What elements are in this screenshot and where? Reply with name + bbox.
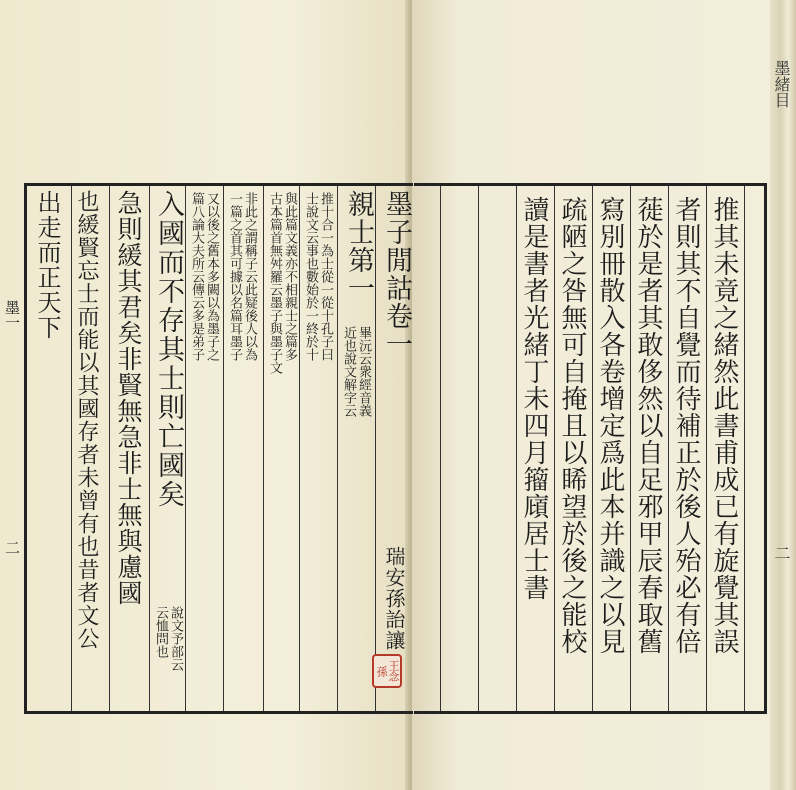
chapter-heading: 親士第一 bbox=[343, 190, 374, 302]
column-rule bbox=[706, 186, 707, 711]
annotation-column bbox=[267, 192, 296, 374]
column-rule bbox=[149, 186, 150, 711]
note-line: 近也說文解字云 bbox=[341, 326, 356, 417]
column-rule bbox=[185, 186, 186, 711]
chapter-note bbox=[341, 326, 370, 417]
note-line: 篇八論大夫所云傳云多是弟子 bbox=[189, 192, 204, 361]
volume-title: 墨子閒詁卷一 bbox=[381, 190, 412, 358]
text-column: 急則緩其君矣非賢無急非士無與慮國 bbox=[114, 190, 143, 606]
page-edges bbox=[770, 0, 796, 790]
text-column: 讀是書者光緒丁未四月籀廎居士書 bbox=[519, 196, 549, 601]
text-column: 者則其不自覺而待補正於後人殆必有倍 bbox=[671, 196, 701, 655]
column-rule bbox=[109, 186, 110, 711]
note-line: 與此篇文義亦不相親士之篇多 bbox=[282, 192, 297, 361]
note-line: 非此之謂稱子云此疑後人以為 bbox=[242, 192, 257, 361]
note-line: 畢沅云衆經音義 bbox=[356, 326, 371, 417]
column-rule bbox=[516, 186, 517, 711]
column-rule bbox=[478, 186, 479, 711]
note-line: 古本篇首無舛羅云墨子與墨子文 bbox=[267, 192, 282, 374]
text-column: 疏陋之咎無可自掩且以睎望於後之能校 bbox=[557, 196, 587, 655]
text-column: 也緩賢忘士而能以其國存者未曾有也昔者文公 bbox=[74, 190, 99, 650]
column-rule bbox=[299, 186, 300, 711]
author-name: 瑞安孫詒讓 bbox=[382, 546, 406, 651]
note-line: 一篇之首其可據以名篇耳墨子 bbox=[227, 192, 242, 361]
text-column: 蓰於是者其敢侈然以自足邪甲辰春取舊 bbox=[633, 196, 663, 655]
column-rule bbox=[375, 186, 376, 711]
column-rule bbox=[630, 186, 631, 711]
left-text-frame bbox=[24, 183, 413, 714]
column-rule bbox=[223, 186, 224, 711]
column-rule bbox=[337, 186, 338, 711]
annotation-column bbox=[189, 192, 218, 361]
text-column: 入國而不存其士則亡國矣 bbox=[153, 190, 184, 509]
note-line: 士說文云事也數始於一終於十 bbox=[303, 192, 318, 361]
left-margin-label: 墨一 bbox=[3, 300, 21, 330]
note-line: 說文予部云 bbox=[168, 606, 183, 671]
inline-note bbox=[153, 606, 182, 671]
column-rule bbox=[592, 186, 593, 711]
red-seal-stamp: 王念孫 bbox=[372, 654, 402, 688]
column-rule bbox=[668, 186, 669, 711]
column-rule bbox=[440, 186, 441, 711]
column-rule bbox=[554, 186, 555, 711]
annotation-column bbox=[227, 192, 256, 361]
column-rule bbox=[71, 186, 72, 711]
right-page-number: 二 bbox=[772, 545, 791, 561]
right-text-frame bbox=[414, 183, 767, 714]
note-line: 推十合一為士從一從十孔子曰 bbox=[318, 192, 333, 361]
left-page-number: 二 bbox=[3, 540, 21, 555]
text-column: 寫別冊散入各卷增定爲此本并識之以見 bbox=[595, 196, 625, 655]
column-rule bbox=[744, 186, 745, 711]
column-rule bbox=[263, 186, 264, 711]
text-column: 出走而正天下 bbox=[33, 190, 61, 340]
right-margin-label: 墨緒目 bbox=[772, 60, 791, 108]
annotation-column bbox=[303, 192, 332, 361]
text-column: 推其未竟之緒然此書甫成已有旋覺其誤 bbox=[709, 196, 739, 655]
note-line: 又以後之舊本多闕以為墨子之 bbox=[204, 192, 219, 361]
note-line: 云恤問也 bbox=[153, 606, 168, 658]
